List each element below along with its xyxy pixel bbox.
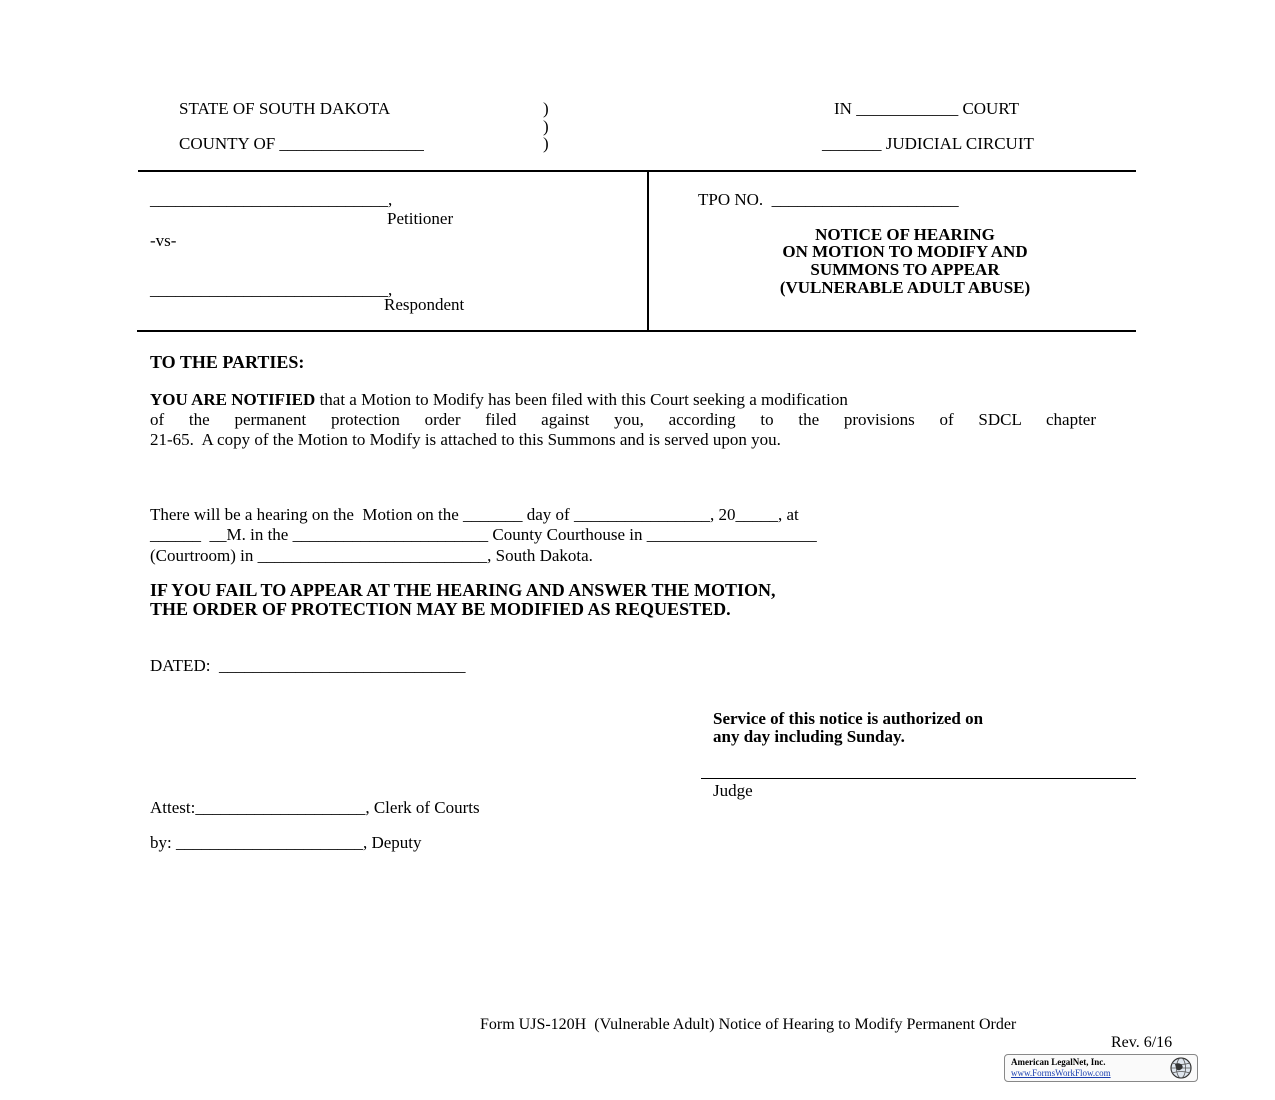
notified-bold: YOU ARE NOTIFIED xyxy=(150,390,316,409)
notified-text: that a Motion to Modify has been filed with this Court seeking a modification xyxy=(315,390,848,409)
globe-logo-icon xyxy=(1169,1056,1193,1080)
hearing-line2: ______ __M. in the _______________________ County Courthouse in ____________________ xyxy=(150,525,817,544)
caption-paren: ) xyxy=(543,117,549,136)
document-title-line1: NOTICE OF HEARING xyxy=(815,225,995,244)
center-divider xyxy=(647,171,649,331)
county-label: COUNTY OF _________________ xyxy=(179,134,424,153)
document-title-line2: ON MOTION TO MODIFY AND xyxy=(782,242,1028,261)
logo-url[interactable]: www.FormsWorkFlow.com xyxy=(1011,1068,1111,1078)
logo-company-name: American LegalNet, Inc. xyxy=(1011,1057,1106,1067)
to-parties-heading: TO THE PARTIES: xyxy=(150,352,305,372)
petitioner-line: ____________________________, xyxy=(150,190,393,209)
form-identifier: Form UJS-120H (Vulnerable Adult) Notice of Hearing to Modify Permanent Order xyxy=(480,1016,1017,1033)
judge-label: Judge xyxy=(713,781,753,800)
versus-label: -vs- xyxy=(150,231,177,250)
notified-line2: of the permanent protection order filed against you, according to the provisions of SDCL chapter xyxy=(150,410,1096,429)
warning-line1: IF YOU FAIL TO APPEAR AT THE HEARING AND ANSWER THE MOTION, xyxy=(150,580,776,600)
dated-line: DATED: _____________________________ xyxy=(150,656,466,675)
document-title-line4: (VULNERABLE ADULT ABUSE) xyxy=(779,278,1031,297)
bottom-rule xyxy=(137,330,1136,332)
hearing-line1: There will be a hearing on the Motion on the _______ day of ________________, 20_____, at xyxy=(150,505,799,524)
deputy-line: by: ______________________, Deputy xyxy=(150,833,422,852)
service-note-line1: Service of this notice is authorized on xyxy=(713,709,984,728)
tpo-number: TPO NO. ______________________ xyxy=(698,190,959,209)
caption-paren: ) xyxy=(543,134,549,153)
revision-date: Rev. 6/16 xyxy=(1111,1034,1173,1051)
petitioner-label: Petitioner xyxy=(387,209,454,228)
service-note-line2: any day including Sunday. xyxy=(713,727,905,746)
attest-line: Attest:____________________, Clerk of Courts xyxy=(150,798,480,817)
top-rule xyxy=(138,170,1136,172)
document-title-line3: SUMMONS TO APPEAR xyxy=(810,260,1000,279)
respondent-label: Respondent xyxy=(384,295,465,314)
respondent-line: ____________________________, xyxy=(150,280,393,299)
state-label: STATE OF SOUTH DAKOTA xyxy=(179,99,391,118)
legalnet-logo[interactable] xyxy=(1004,1054,1198,1082)
court-label: IN ____________ COURT xyxy=(834,99,1020,118)
caption-paren: ) xyxy=(543,99,549,118)
circuit-label: _______ JUDICIAL CIRCUIT xyxy=(822,134,1034,153)
judge-signature-line xyxy=(701,778,1136,779)
hearing-line3: (Courtroom) in ___________________________, South Dakota. xyxy=(150,546,593,565)
warning-line2: THE ORDER OF PROTECTION MAY BE MODIFIED AS REQUESTED. xyxy=(150,599,731,619)
notified-line3: 21-65. A copy of the Motion to Modify is attached to this Summons and is served upon you. xyxy=(150,430,781,449)
notified-line1 xyxy=(150,390,1096,410)
